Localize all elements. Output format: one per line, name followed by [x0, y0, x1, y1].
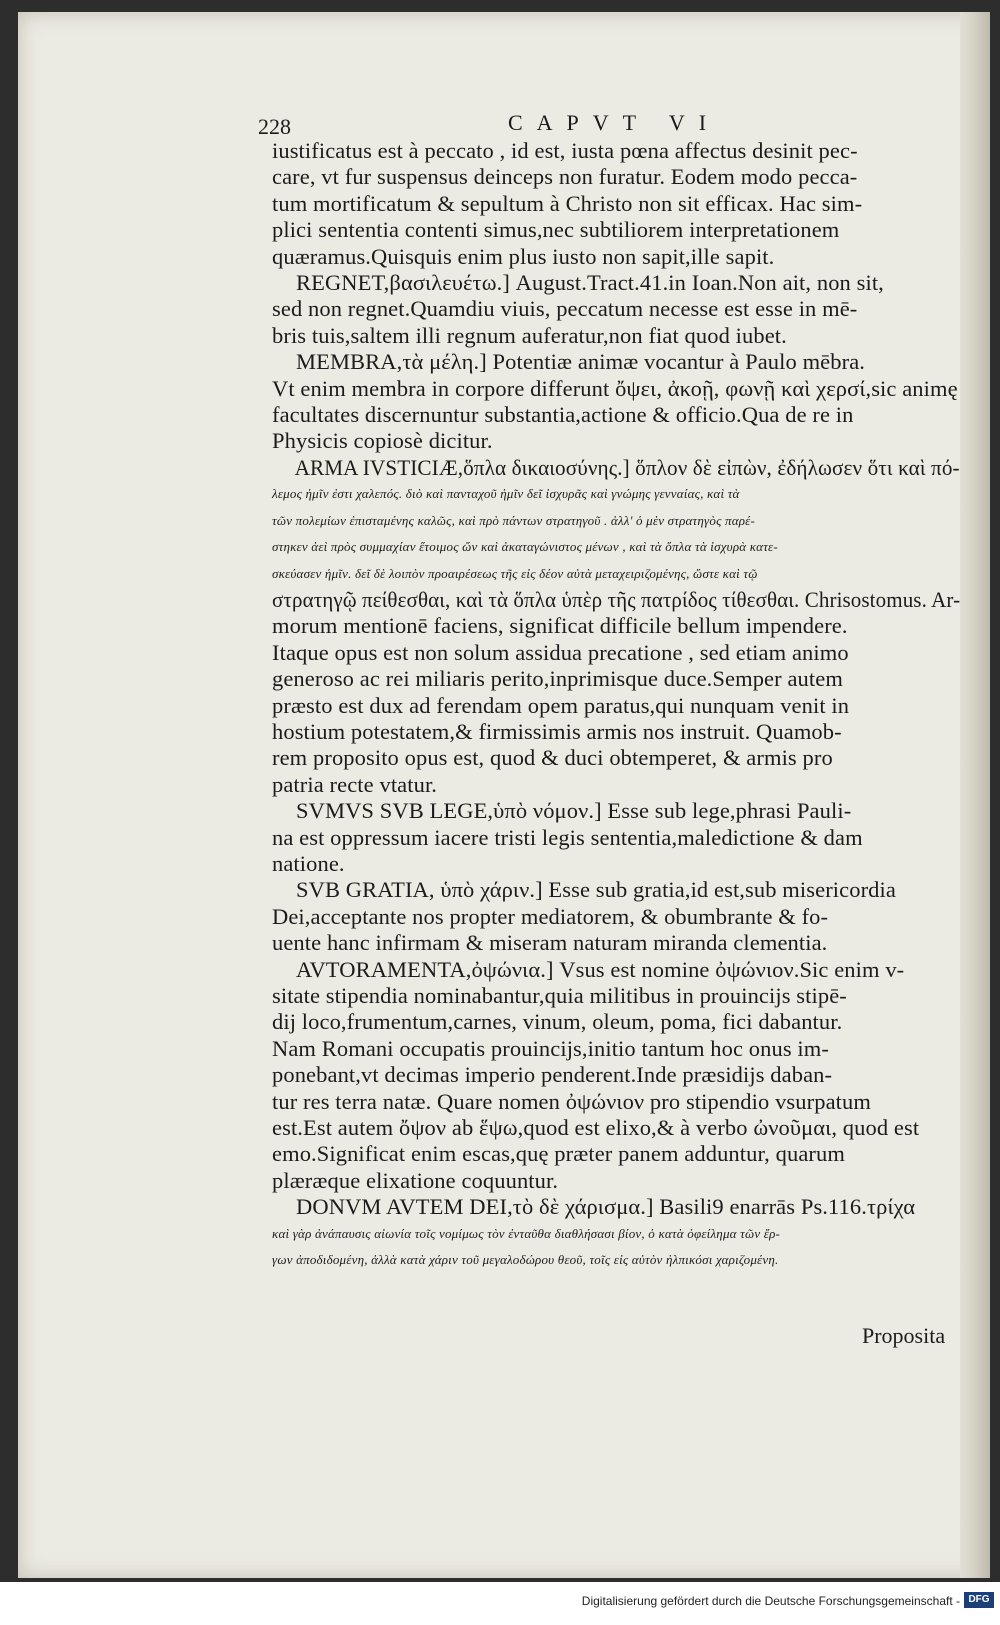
text-line: sitate stipendia nominabantur,quia militibus in prouincijs stipē-	[272, 983, 847, 1008]
greek-line: τῶν πολεμίων ἐπισταμένης καλῶς, καὶ πρὸ πάντων στρατηγοῦ . ἀλλ' ὁ μὲν στρατηγὸς παρέ-	[272, 512, 756, 528]
text-line: Itaque opus est non solum assidua precatione , sed etiam animo	[272, 639, 849, 665]
text-line: REGNET,βασιλευέτω.] August.Tract.41.in Ioan.Non ait, non sit,	[296, 270, 884, 296]
text-line: στρατηγῷ πείθεσθαι, καὶ τὰ ὅπλα ὑπὲρ τῆς πατρίδος τίθεσθαι. Chrisostomus. Ar-	[272, 586, 961, 612]
text-line: plæræque elixatione coquuntur.	[272, 1167, 559, 1193]
text-line: uente hanc infirmam & miseram naturam miranda clementia.	[272, 930, 828, 956]
text-line: Vt enim membra in corpore differunt ὄψει, ἀκοῇ, φωνῇ καὶ χερσί,sic animę	[272, 375, 958, 401]
text-body	[272, 138, 960, 1273]
greek-line: σκεύασεν ἡμῖν. δεῖ δὲ λοιπὸν προαιρέσεως τῆς εἰς δέον αὐτὰ μεταχειριζομένης, ὥστε καὶ τῷ	[272, 565, 758, 581]
text-line: na est oppressum iacere tristi legis sententia,maledictione & dam	[272, 824, 863, 850]
text-line: dij loco,frumentum,carnes, vinum, oleum, poma, fici dabantur.	[272, 1009, 843, 1035]
text-line: bris tuis,saltem illi regnum auferatur,non fiat quod iubet.	[272, 322, 787, 348]
text-line: sed non regnet.Quamdiu viuis, peccatum necesse est esse in mē-	[272, 296, 858, 322]
text-line: est.Est autem ὄψον ab ἕψω,quod est elixo,& à verbo ὠνοῦμαι, quod est	[272, 1115, 920, 1141]
text-line: quæramus.Quisquis enim plus iusto non sapit,ille sapit.	[272, 243, 775, 269]
text-line: patria recte vtatur.	[272, 771, 438, 797]
text-line: tum mortificatum & sepultum à Christo non sit efficax. Hac sim-	[272, 190, 863, 216]
text-line: DONVM AVTEM DEI,τὸ δὲ χάρισμα.] Basili9 enarrās Ps.116.τρίχα	[296, 1194, 916, 1220]
greek-line: στηκεν ἀεὶ πρὸς συμμαχίαν ἕτοιμος ὤν καὶ ἀκαταγώνιστος μένων , καὶ τὰ ὅπλα τὰ ἰσχυρὰ κατε-	[272, 539, 778, 555]
catchword: Proposita	[862, 1323, 946, 1348]
text-line: SVB GRATIA, ὑπὸ χάριν.] Esse sub gratia,id est,sub misericordia	[296, 877, 896, 903]
text-line: ponebant,vt decimas imperio penderent.Inde præsidijs daban-	[272, 1062, 833, 1088]
text-line: emo.Significat enim escas,quę præter panem adduntur, quarum	[272, 1141, 845, 1167]
footer-bar	[0, 1582, 1000, 1625]
dfg-logo: DFG	[964, 1592, 994, 1608]
text-line: rem proposito opus est, quod & duci obtemperet, & armis pro	[272, 745, 833, 771]
text-line: morum mentionē faciens, significat difficile bellum impendere.	[272, 613, 848, 639]
text-line: care, vt fur suspensus deinceps non furatur. Eodem modo pecca-	[272, 164, 858, 190]
text-line: plici sententia contenti simus,nec subtiliorem interpretationem	[272, 217, 840, 243]
digitization-credit: Digitalisierung gefördert durch die Deutsche Forschungsgemeinschaft -	[581, 1594, 960, 1608]
page-header	[258, 108, 958, 138]
greek-line: γων ἀποδιδομένη, ἀλλὰ κατὰ χάριν τοῦ μεγαλοδώρου θεοῦ, τοῖς εἰς αὐτὸν ἠλπικόσι χαριζομένη.	[272, 1252, 779, 1268]
text-line: MEMBRA,τὰ μέλη.] Potentiæ animæ vocantur à Paulo mēbra.	[296, 349, 866, 375]
text-line: natione.	[272, 850, 345, 876]
text-line: iustificatus est à peccato , id est, iusta pœna affectus desinit pec-	[272, 138, 858, 163]
text-line: generoso ac rei miliaris perito,inprimisque duce.Semper autem	[272, 666, 843, 692]
text-line: SVMVS SVB LEGE,ὑπὸ νόμον.] Esse sub lege,phrasi Pauli-	[296, 798, 852, 824]
text-line: Dei,acceptante nos propter mediatorem, & obumbrante & fo-	[272, 903, 829, 929]
page-edge	[960, 12, 990, 1578]
greek-line: λεμος ἡμῖν ἐστι χαλεπός. διὸ καὶ πανταχοῦ ἡμῖν δεῖ ἰσχυρᾶς καὶ γνώμης γενναίας, καὶ τὰ	[272, 486, 740, 502]
text-line: Nam Romani occupatis prouincijs,initio tantum hoc onus im-	[272, 1035, 829, 1061]
text-line: AVTORAMENTA,ὀψώνια.] Vsus est nomine ὀψώνιον.Sic enim v-	[296, 956, 905, 982]
text-line: hostium potestatem,& firmissimis armis nos instruit. Quamob-	[272, 718, 842, 744]
greek-line: καὶ γὰρ ἀνάπαυσις αἰωνία τοῖς νομίμως τὸν ἐνταῦθα διαθλήσασι βίον, ὁ κατὰ ὀφείλημα τῶν ἔρ-	[272, 1225, 781, 1241]
text-line: præsto est dux ad ferendam opem paratus,qui nunquam venit in	[272, 692, 850, 718]
text-line: Physicis copiosè dicitur.	[272, 428, 493, 454]
text-line: ARMA IVSTICIÆ,ὅπλα δικαιοσύνης.] ὅπλον δὲ εἰπὼν, ἐδήλωσεν ὅτι καὶ πό-	[294, 454, 960, 480]
running-head: CAPVT VI	[508, 110, 721, 135]
text-line: facultates discernuntur substantia,actione & officio.Qua de re in	[272, 402, 854, 428]
text-line: tur res terra natæ. Quare nomen ὀψώνιον pro stipendio vsurpatum	[272, 1088, 871, 1114]
page-number: 228	[258, 114, 291, 139]
